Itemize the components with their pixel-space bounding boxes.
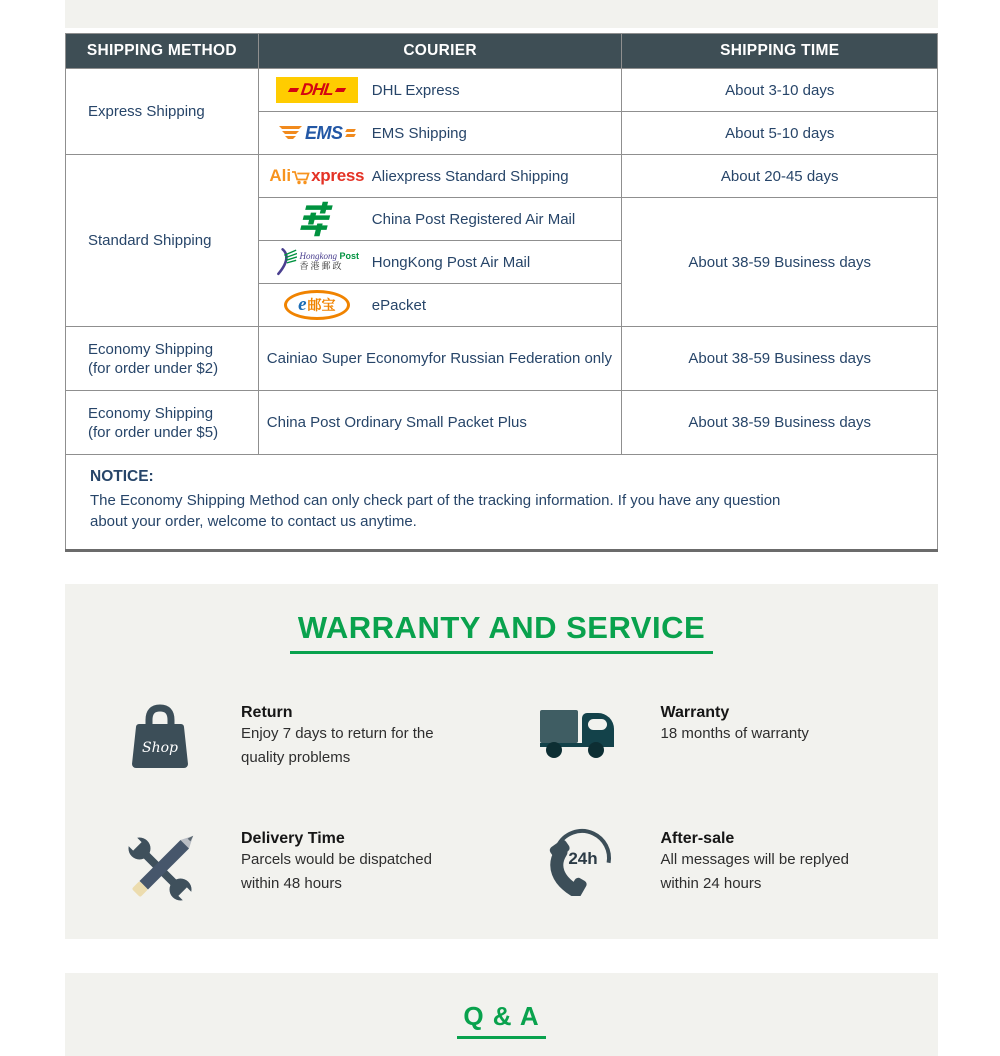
warranty-item-delivery: [65, 826, 502, 912]
time-aliexpress: About 20-45 days: [622, 155, 938, 198]
truck-icon: [538, 700, 622, 760]
courier-name: China Post Registered Air Mail: [371, 210, 576, 228]
warranty-item-warranty: [502, 700, 939, 774]
courier-name: ePacket: [371, 296, 426, 314]
item-line2: quality problems: [241, 748, 351, 766]
svg-text:24h: 24h: [567, 848, 598, 868]
courier-dhl-cell: [258, 69, 622, 112]
warranty-item-aftersale: [502, 826, 939, 912]
item-line1: Parcels would be dispatched: [241, 850, 432, 868]
time-dhl: About 3-10 days: [622, 69, 938, 112]
warranty-title: WARRANTY AND SERVICE: [290, 610, 713, 654]
epacket-logo-icon: e 邮宝: [284, 290, 350, 320]
notice-cell: [66, 455, 938, 551]
shipping-table: [65, 33, 938, 552]
header-courier: COURIER: [258, 34, 622, 69]
notice-line1: The Economy Shipping Method can only check part of the tracking information. If you have any question: [90, 492, 781, 509]
table-header-row: [66, 34, 938, 69]
ems-bars-icon: [279, 125, 303, 141]
svg-text:Shop: Shop: [142, 739, 178, 756]
item-line1: All messages will be replyed: [660, 850, 849, 868]
courier-hkpost-cell: [258, 241, 622, 284]
qa-title: Q & A: [457, 1001, 545, 1039]
page-content: [65, 0, 938, 1056]
time-standard-merged: About 38-59 Business days: [622, 198, 938, 327]
hk-bird-icon: [275, 246, 297, 278]
ems-logo-icon: EMS: [279, 123, 355, 144]
courier-name: HongKong Post Air Mail: [371, 253, 531, 271]
courier-epacket-cell: [258, 284, 622, 327]
header-shipping-method: SHIPPING METHOD: [66, 34, 259, 69]
item-title: Return: [241, 703, 293, 721]
phone-24h-icon: [544, 826, 616, 896]
header-shipping-time: SHIPPING TIME: [622, 34, 938, 69]
item-line2: within 48 hours: [241, 874, 342, 892]
warranty-item-return: [65, 700, 502, 774]
method-economy5: Economy Shipping (for order under $5): [66, 391, 259, 455]
item-title: Delivery Time: [241, 829, 345, 847]
qa-panel: [65, 973, 938, 1056]
table-row: [66, 155, 938, 198]
method-express: Express Shipping: [66, 69, 259, 155]
courier-aliexpress-cell: [258, 155, 622, 198]
time-economy2: About 38-59 Business days: [622, 327, 938, 391]
notice-label: NOTICE:: [90, 468, 154, 485]
warranty-grid: [65, 700, 938, 912]
method-standard: Standard Shipping: [66, 155, 259, 327]
table-row: [66, 69, 938, 112]
method-economy2: Economy Shipping (for order under $2): [66, 327, 259, 391]
item-line1: 18 months of warranty: [660, 724, 809, 742]
item-line1: Enjoy 7 days to return for the: [241, 724, 434, 742]
table-row: [66, 327, 938, 391]
courier-name: EMS Shipping: [371, 124, 467, 142]
courier-chinapost-cell: [258, 198, 622, 241]
hongkong-post-logo-icon: Hongkong Post 香港郵政: [275, 246, 360, 278]
courier-cainiao: Cainiao Super Economyfor Russian Federation only: [258, 327, 622, 391]
tools-icon: [120, 826, 200, 912]
item-title: After-sale: [660, 829, 735, 847]
time-economy5: About 38-59 Business days: [622, 391, 938, 455]
table-row: [66, 391, 938, 455]
notice-row: [66, 455, 938, 551]
item-title: Warranty: [660, 703, 730, 721]
courier-name: DHL Express: [371, 81, 460, 99]
china-post-logo-icon: [297, 199, 337, 239]
shopping-bag-icon: [123, 700, 197, 774]
courier-ems-cell: [258, 112, 622, 155]
notice-line2: about your order, welcome to contact us anytime.: [90, 513, 417, 531]
time-ems: About 5-10 days: [622, 112, 938, 155]
courier-name: Aliexpress Standard Shipping: [371, 167, 569, 185]
aliexpress-logo-icon: Ali xpress: [269, 166, 365, 185]
cart-icon: [291, 168, 311, 185]
top-band: [65, 0, 938, 28]
dhl-logo-icon: DHL: [276, 77, 358, 103]
courier-smallpacket: China Post Ordinary Small Packet Plus: [258, 391, 622, 455]
warranty-panel: [65, 584, 938, 939]
item-line2: within 24 hours: [660, 874, 762, 892]
